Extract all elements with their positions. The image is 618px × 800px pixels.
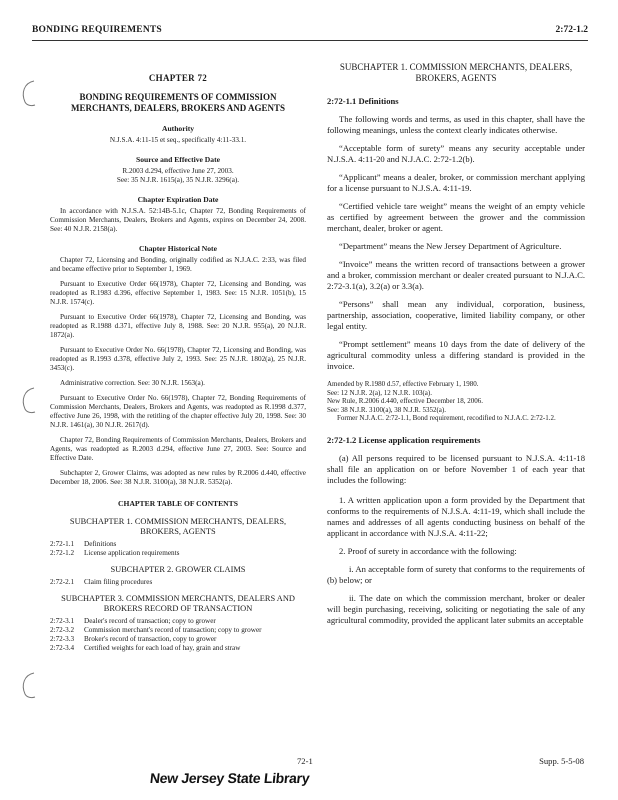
amendment-line: See: 12 N.J.R. 2(a), 12 N.J.R. 103(a). (327, 388, 432, 397)
toc-heading: CHAPTER TABLE OF CONTENTS (118, 499, 238, 508)
license-paragraph: i. An acceptable form of surety that conforms to the requirements of (b) below; or (327, 563, 585, 585)
toc-entry-text: Commission merchant's record of transaction; copy to grower (84, 626, 262, 634)
license-paragraph: 2. Proof of surety in accordance with the following: (339, 545, 517, 556)
toc-entry-text: Definitions (84, 540, 117, 548)
toc-subchapter-title: SUBCHAPTER 2. GROWER CLAIMS (110, 565, 246, 574)
history-note: Pursuant to Executive Order No. 66(1978), Chapter 72, Licensing and Bonding, was readopted as R.1993 d.378, effective July 2, 1993. See: 25 N.J.R. 1802(a), 25 N.J.R. 3453(c). (50, 346, 306, 372)
toc-subchapter (50, 517, 306, 558)
punch-hole-mark-middle (18, 385, 40, 415)
library-stamp: New Jersey State Library (149, 770, 311, 786)
right-column (327, 62, 585, 626)
history-heading: Chapter Historical Note (139, 244, 217, 253)
punch-hole-mark-top (18, 78, 40, 108)
toc-entry-number: 2:72-2.1 (50, 578, 75, 586)
toc-entry-number: 2:72-1.1 (50, 540, 75, 548)
chapter-title: BONDING REQUIREMENTS OF COMMISSION MERCHANTS, DEALERS, BROKERS AND AGENTS (70, 92, 286, 113)
toc-entry-text: Certified weights for each load of hay, grain and straw (84, 644, 241, 652)
amendment-line: New Rule, R.2006 d.440, effective December 18, 2006. (327, 397, 483, 406)
toc-entry (50, 644, 306, 653)
toc-entry-text: Dealer's record of transaction; copy to grower (84, 617, 216, 625)
history-note: Subchapter 2, Grower Claims, was adopted as new rules by R.2006 d.440, effective December 18, 2006. See: 38 N.J.R. 3100(a), 38 N.J.R. 5352(a). (50, 469, 306, 486)
license-paragraph: ii. The date on which the commission merchant, broker or dealer will begin purchasing, receiving, soliciting or negotiating the sale of any agricultural commodity, provided the applicant later submits an acceptable (327, 592, 585, 625)
history-notes (50, 256, 306, 487)
history-note: Chapter 72, Licensing and Bonding, originally codified as N.J.A.C. 2:33, was filed and became effective prior to September 1, 1969. (50, 256, 306, 273)
amendment-line: Amended by R.1980 d.57, effective February 1, 1980. (327, 380, 479, 388)
source-heading: Source and Effective Date (135, 155, 220, 164)
definition-paragraph: “Invoice” means the written record of transactions between a grower and a broker, commission merchant or dealer created pursuant to N.J.A.C. 2:72-3.1(a), 3.2(a) or 3.3(a). (327, 259, 585, 291)
toc-entry (50, 635, 306, 644)
toc-subchapter (50, 565, 306, 587)
license-paragraph: (a) All persons required to be licensed pursuant to N.J.S.A. 4:11-18 shall file an application on or before November 1 of each year that includes the following: (327, 452, 585, 485)
expiration-text: In accordance with N.J.S.A. 52:14B-5.1c, Chapter 72, Bonding Requirements of Commission Merchants, Dealers, Brokers and Agents, expires on December 24, 2008. See: 40 N.J.R. 2158(a). (50, 207, 306, 233)
definition-paragraph: “Acceptable form of surety” means any security acceptable under N.J.S.A. 4:11-20 and N.J.A.C. 2:72-1.2(b). (327, 143, 585, 164)
section-heading-license: 2:72-1.2 License application requirements (327, 434, 481, 445)
running-head-section: 2:72-1.2 (555, 25, 588, 35)
toc-entry-text: Claim filing procedures (84, 578, 153, 586)
toc-entry (50, 540, 306, 549)
toc-subchapter (50, 594, 306, 653)
toc-entry-number: 2:72-3.1 (50, 617, 75, 625)
definition-paragraph: “Applicant” means a dealer, broker, or commission merchant applying for a license pursuant to N.J.S.A. 4:11-19. (327, 172, 585, 193)
amendment-note: Former N.J.A.C. 2:72-1.1, Bond requirement, recodified to N.J.A.C. 2:72-1.2. (337, 414, 556, 423)
page-number: 72-1 (297, 756, 313, 766)
subchapter-heading: SUBCHAPTER 1. COMMISSION MERCHANTS, DEALERS, BROKERS, AGENTS (339, 62, 573, 83)
toc-entry-number: 2:72-3.2 (50, 626, 75, 634)
amendment-line: See: 38 N.J.R. 3100(a), 38 N.J.R. 5352(a). (327, 405, 446, 414)
definition-paragraph: The following words and terms, as used in this chapter, shall have the following meanings, unless the context clearly indicates otherwise. (327, 114, 585, 135)
definition-paragraph: “Prompt settlement” means 10 days from the date of delivery of the agricultural commodity unless a differing standard is provided in the invoice. (327, 339, 585, 371)
toc-entry-number: 2:72-1.2 (50, 549, 75, 557)
toc-list (50, 540, 306, 558)
history-note: Administrative correction. See: 30 N.J.R. 1563(a). (60, 379, 205, 387)
toc-list (50, 617, 306, 653)
amendment-notes (327, 380, 585, 423)
left-column (50, 62, 306, 653)
source-line: R.2003 d.294, effective June 27, 2003. (122, 167, 234, 175)
history-note: Pursuant to Executive Order 66(1978), Chapter 72, Licensing and Bonding, was readopted as R.1988 d.371, effective July 8, 1988. See: 20 N.J.R. 955(a), 20 N.J.R. 1872(a). (50, 313, 306, 339)
history-note: Chapter 72, Bonding Requirements of Commission Merchants, Dealers, Brokers and Agents, was readopted as R.2003 d.294, effective June 27, 2003. See: Source and Effective Date. (50, 436, 306, 462)
running-head-title: BONDING REQUIREMENTS (32, 25, 162, 35)
supplement-date: Supp. 5-5-08 (539, 756, 584, 766)
toc-entry (50, 549, 306, 558)
history-note: Pursuant to Executive Order 66(1978), Chapter 72, Licensing and Bonding, was readopted as R.1983 d.396, effective September 1, 1983. See: 15 N.J.R. 1051(b), 15 N.J.R. 1574(c). (50, 280, 306, 306)
toc-entry-text: License application requirements (84, 549, 180, 557)
toc-list (50, 578, 306, 587)
section-heading-definitions: 2:72-1.1 Definitions (327, 96, 399, 106)
source-line: See: 35 N.J.R. 1615(a), 35 N.J.R. 3296(a). (116, 176, 240, 184)
authority-text: N.J.S.A. 4:11-15 et seq., specifically 4:11-33.1. (109, 136, 247, 144)
running-head (32, 25, 588, 41)
punch-hole-mark-bottom (18, 670, 40, 700)
toc-entry-number: 2:72-3.4 (50, 644, 75, 652)
definition-paragraph: “Certified vehicle tare weight” means the weight of an empty vehicle as certified by agreement between the grower and the commission merchant, dealer, broker or agent. (327, 201, 585, 233)
authority-heading: Authority (161, 124, 195, 133)
definition-paragraph: “Department” means the New Jersey Department of Agriculture. (339, 241, 562, 251)
definition-paragraph: “Persons” shall mean any individual, corporation, business, partnership, association, cooperative, limited liability company, or other legal entity. (327, 299, 585, 331)
toc-subchapter-title: SUBCHAPTER 1. COMMISSION MERCHANTS, DEALERS, BROKERS, AGENTS (69, 517, 287, 536)
toc-entry-text: Broker's record of transaction, copy to grower (84, 635, 217, 643)
toc-entry (50, 626, 306, 635)
toc-entry (50, 617, 306, 626)
toc-subchapter-title: SUBCHAPTER 3. COMMISSION MERCHANTS, DEALERS AND BROKERS RECORD OF TRANSACTION (61, 594, 295, 613)
toc-entry (50, 578, 306, 587)
header-rule (32, 40, 588, 41)
toc-entry-number: 2:72-3.3 (50, 635, 75, 643)
chapter-label: CHAPTER 72 (148, 73, 208, 83)
history-note: Pursuant to Executive Order No. 66(1978), Chapter 72, Bonding Requirements of Commission Merchants, Dealers, Brokers and Agents, was readopted as R.1998 d.377, effective June 26, 1998, with the retitling of the chapter effective July 20, 1998. See: 30 N.J.R. 1461(a), 30 N.J.R. 2617(d). (50, 394, 306, 429)
license-paragraph: 1. A written application upon a form provided by the Department that conforms to the requirements of N.J.S.A. 4:11-19, which shall include the names and addresses of all agents conducting business on behalf of the applicant in accordance with N.J.S.A. 4:11-22; (327, 494, 585, 538)
expiration-heading: Chapter Expiration Date (137, 195, 219, 204)
